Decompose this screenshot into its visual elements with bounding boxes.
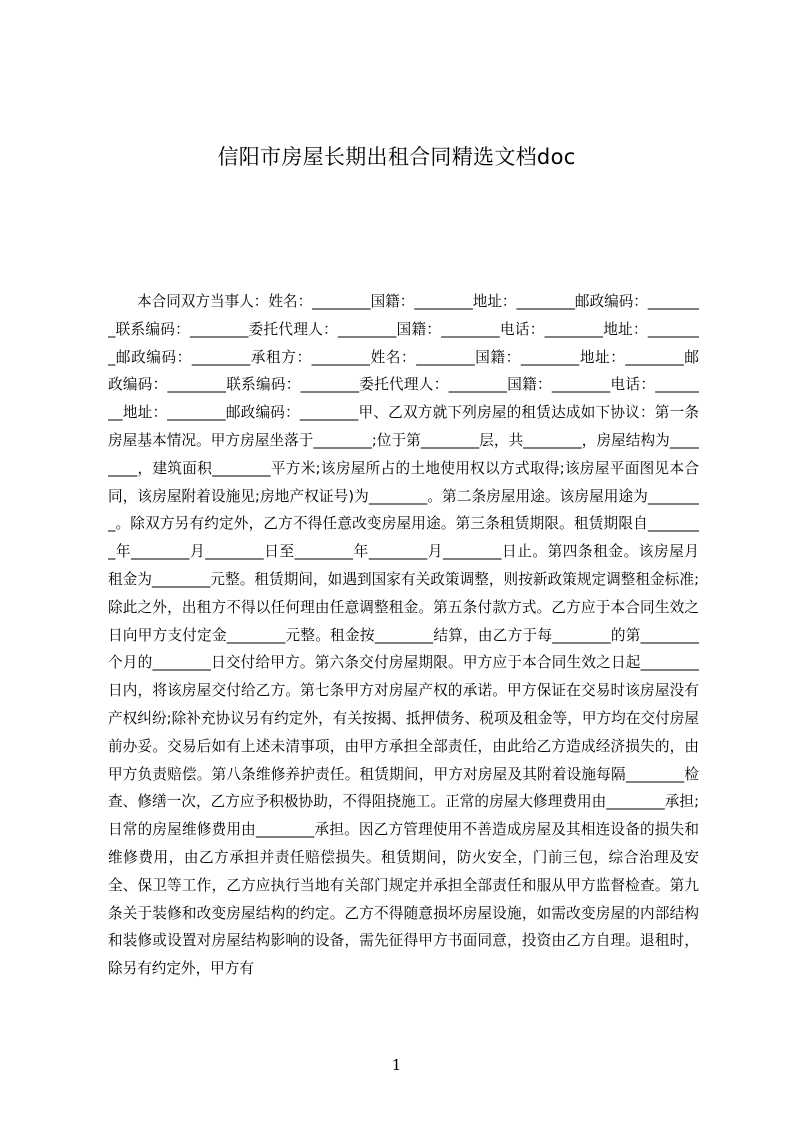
- contract-body-paragraph: 本合同双方当事人：姓名：________国籍：________地址：________邮政编码：________联系编码：________委托代理人：________国籍：________电话：________地址：________邮政编码：________承租方：________姓名：________国籍：________地址：________邮政编码：________联系编码：________委托代理人：________国籍：________电话：________地址：________邮政编码：________甲、乙双方就下列房屋的租赁达成如下协议：第一条房屋基本情况。甲方房屋坐落于________;位于第________层，共________，房屋结构为________，建筑面积________平方米;该房屋所占的土地使用权以方式取得;该房屋平面图见本合同，该房屋附着设施见;房地产权证号)为________。第二条房屋用途。该房屋用途为________。除双方另有约定外，乙方不得任意改变房屋用途。第三条租赁期限。租赁期限自________年________月________日至________年________月________日止。第四条租金。该房屋月租金为________元整。租赁期间，如遇到国家有关政策调整，则按新政策规定调整租金标准;除此之外，出租方不得以任何理由任意调整租金。第五条付款方式。乙方应于本合同生效之日向甲方支付定金________元整。租金按________结算，由乙方于每________的第________个月的________日交付给甲方。第六条交付房屋期限。甲方应于本合同生效之日起________日内，将该房屋交付给乙方。第七条甲方对房屋产权的承诺。甲方保证在交易时该房屋没有产权纠纷;除补充协议另有约定外，有关按揭、抵押债务、税项及租金等，甲方均在交付房屋前办妥。交易后如有上述未清事项，由甲方承担全部责任，由此给乙方造成经济损失的，由甲方负责赔偿。第八条维修养护责任。租赁期间，甲方对房屋及其附着设施每隔________检查、修缮一次，乙方应予积极协助，不得阻挠施工。正常的房屋大修理费用由________承担;日常的房屋维修费用由________承担。因乙方管理使用不善造成房屋及其相连设备的损失和维修费用，由乙方承担并责任赔偿损失。租赁期间，防火安全，门前三包，综合治理及安全、保卫等工作，乙方应执行当地有关部门规定并承担全部责任和服从甲方监督检查。第九条关于装修和改变房屋结构的约定。乙方不得随意损坏房屋设施，如需改变房屋的内部结构和装修或设置对房屋结构影响的设备，需先征得甲方书面同意，投资由乙方自理。退租时，除另有约定外，甲方有: [108, 293, 699, 978]
- page-number: 1: [391, 1056, 402, 1074]
- document-title: 信阳市房屋长期出租合同精选文档doc: [217, 145, 576, 169]
